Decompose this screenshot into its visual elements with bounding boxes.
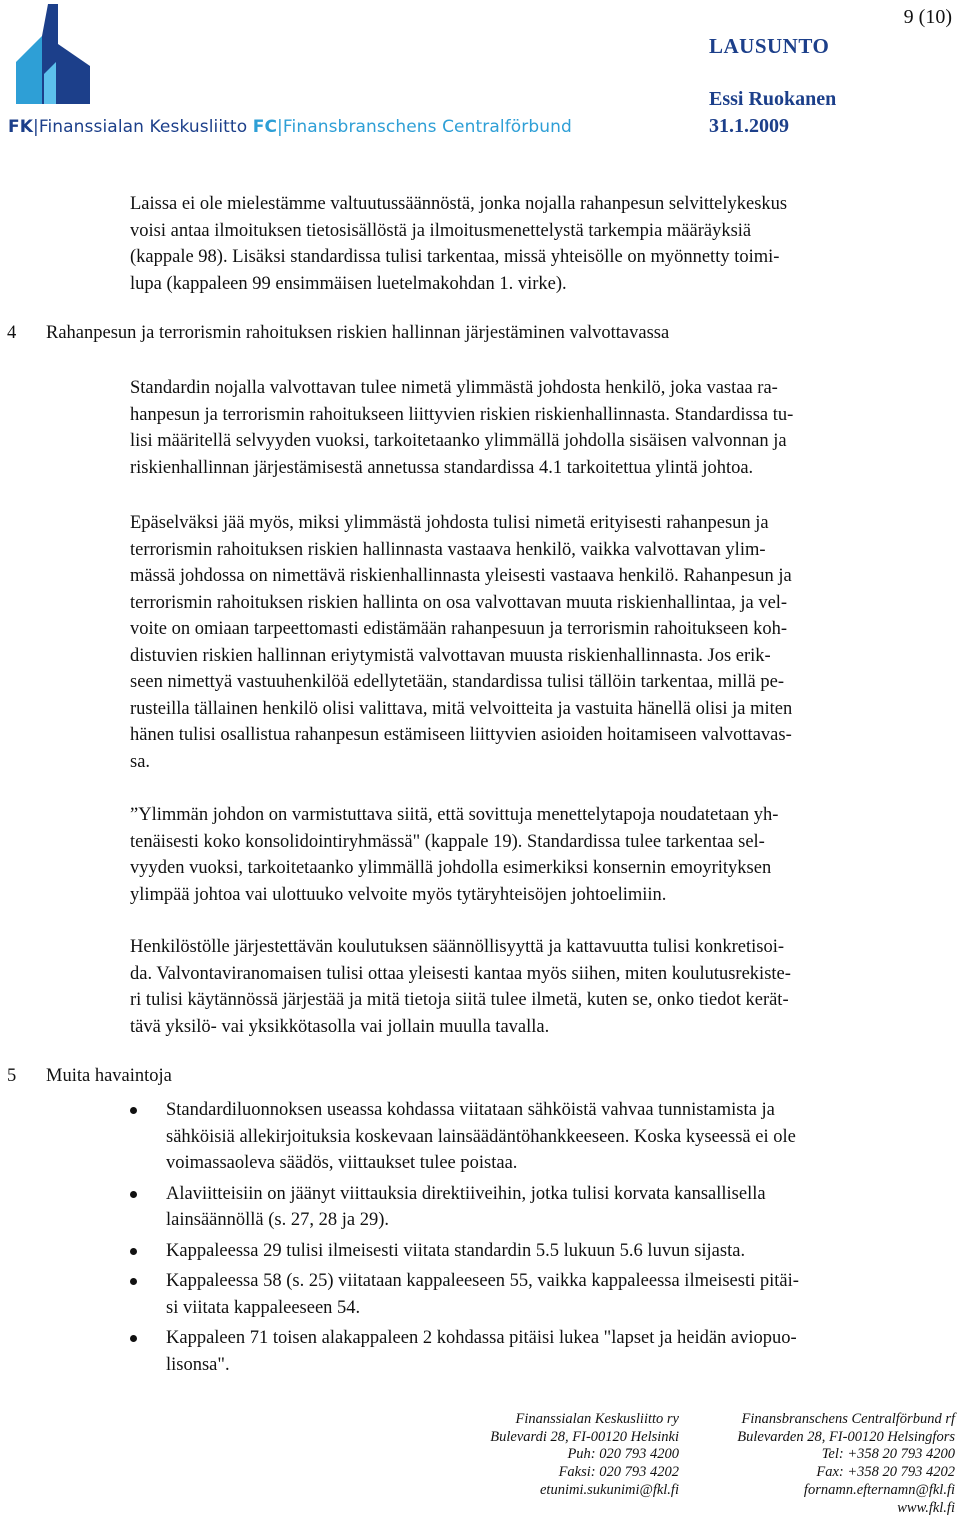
text-line: voimassaoleva säädös, viittaukset tulee poistaa. <box>166 1153 518 1173</box>
org-fc-abbr: FC <box>252 117 278 137</box>
footer-line: Tel: +358 20 793 4200 <box>821 1446 955 1463</box>
text-line: ylimpää johtoa vai ulottuuko velvoite myös tytäryhteisöjen johtoelimiin. <box>130 884 667 905</box>
text-line: Epäselväksi jää myös, miksi ylimmästä johdosta tulisi nimetä erityisesti rahanpesun ja <box>130 513 769 533</box>
text-line: ”Ylimmän johdon on varmistuttava siitä, että sovittuja menettelytapoja noudatetaan yh- <box>130 805 779 825</box>
text-line: lupa (kappaleen 99 ensimmäisen luetelmakohdan 1. virke). <box>130 273 567 294</box>
section-number: 4 <box>7 323 17 343</box>
intro-paragraph <box>130 191 930 297</box>
text-line: voite on omiaan tarpeettomasti edistämään rahanpesuun ja terrorismin rahoitukseen koh- <box>130 619 788 639</box>
text-line: Kappaleessa 29 tulisi ilmeisesti viitata standardin 5.5 lukuun 5.6 luvun sijasta. <box>166 1240 746 1261</box>
text-line: tävä yksilö- vai yksikkötasolla vai jollain muulla tavalla. <box>130 1016 550 1037</box>
org-fc-name: Finansbranschens Centralförbund <box>282 117 572 137</box>
footer-line: Puh: 020 793 4200 <box>567 1446 679 1463</box>
bullet-dot-icon <box>130 1335 137 1342</box>
text-line: da. Valvontaviranomaisen tulisi ottaa yleisesti kantaa myös siihen, miten koulutusrekiste- <box>130 963 791 984</box>
document-date: 31.1.2009 <box>709 115 789 137</box>
list-item <box>130 1325 930 1378</box>
bullet-dot-icon <box>130 1191 137 1198</box>
text-line: Kappaleen 71 toisen alakappaleen 2 kohdassa pitäisi lukea "lapset ja heidän aviopuo- <box>166 1328 797 1348</box>
section-number: 5 <box>7 1066 17 1086</box>
text-line: terrorismin rahoituksen riskien hallinta on osa valvottavan muuta riskienhallintaa, ja vel- <box>130 592 788 613</box>
section-title: Rahanpesun ja terrorismin rahoituksen riskien hallinnan järjestäminen valvottavassa <box>46 323 670 343</box>
text-line: lisi määritellä selvyyden vuoksi, tarkoitetaanko ylimmällä johdolla sisäisen valvonnan ja <box>130 431 787 451</box>
section-4-paragraph-2 <box>130 510 930 775</box>
text-line: hänen tulisi osallistua rahanpesun estämiseen liittyvien asioiden hoitamiseen valvottavas- <box>130 725 792 745</box>
section-4-paragraph-4 <box>130 934 930 1040</box>
text-line: ri tulisi käytännössä järjestää ja mitä tietoja siitä tulee ilmetä, kuten se, onko tiedot kerät- <box>130 990 789 1010</box>
author-name: Essi Ruokanen <box>709 88 837 110</box>
text-line: sa. <box>130 751 151 772</box>
text-line: distuvien riskien hallinnan eriytymistä valvottavan muusta riskienhallinnasta. Jos erik- <box>130 645 771 666</box>
document-type: LAUSUNTO <box>709 34 830 58</box>
text-line: si viitata kappaleeseen 54. <box>166 1297 361 1318</box>
section-5-heading <box>7 1066 172 1087</box>
footer-line: Finansbranschens Centralförbund rf <box>741 1411 955 1427</box>
text-line: Standardiluonnoksen useassa kohdassa viitataan sähköistä vahvaa tunnistamista ja <box>166 1100 775 1120</box>
section-5-bullet-list <box>130 1097 930 1382</box>
text-line: lainsäännöllä (s. 27, 28 ja 29). <box>166 1210 389 1230</box>
org-fk-abbr: FK <box>8 117 33 137</box>
text-line: Alaviitteisiin on jäänyt viittauksia direktiiveihin, jotka tulisi korvata kansallisella <box>166 1183 766 1204</box>
text-line: Standardin nojalla valvottavan tulee nimetä ylimmästä johdosta henkilö, joka vastaa ra- <box>130 378 778 398</box>
footer-line: Bulevardi 28, FI-00120 Helsinki <box>490 1428 679 1445</box>
footer-line: Faksi: 020 793 4202 <box>558 1464 679 1481</box>
list-item <box>130 1238 930 1265</box>
section-4-paragraph-3 <box>130 802 930 908</box>
footer-contact-sv <box>737 1411 955 1517</box>
text-line: rusteilla tällainen henkilö olisi valittava, mitä velvoitteita ja vastuita hänellä olisi ja miten <box>130 698 793 719</box>
text-line: lisonsa". <box>166 1354 230 1375</box>
text-line: Henkilöstölle järjestettävän koulutuksen säännöllisyyttä ja kattavuutta tulisi konkretisoi- <box>130 937 785 957</box>
footer-contact-fi <box>490 1411 679 1500</box>
text-line: vyyden vuoksi, tarkoitetaanko ylimmällä johdolla esimerkiksi konsernin emoyrityksen <box>130 858 772 878</box>
text-line: tenäisesti koko konsolidointiryhmässä" (kappale 19). Standardissa tulee tarkentaa sel- <box>130 831 765 852</box>
text-line: (kappale 98). Lisäksi standardissa tulisi tarkentaa, missä yhteisölle on myönnetty toimi- <box>130 247 780 267</box>
text-line: voisi antaa ilmoituksen tietosisällöstä ja ilmoitusmenettelystä tarkempia määräyksiä <box>130 220 752 241</box>
section-4-paragraph-1 <box>130 375 930 481</box>
org-fk-name: Finanssialan Keskusliitto <box>38 117 248 137</box>
section-4-heading <box>7 323 669 344</box>
bullet-dot-icon <box>130 1107 137 1114</box>
footer-website-link[interactable]: www.fkl.fi <box>897 1499 955 1516</box>
text-line: seen nimettyä vastuuhenkilöä edellytetään, standardissa tulisi tällöin tarkentaa, millä pe- <box>130 672 784 692</box>
page-number: 9 (10) <box>903 6 952 28</box>
text-line: hanpesun ja terrorismin rahoitukseen liittyvien riskien riskienhallinnasta. Standardissa tu- <box>130 404 794 425</box>
text-line: sähköisiä allekirjoituksia koskevaan lainsäädäntöhankkeeseen. Koska kyseessä ei ole <box>166 1126 796 1147</box>
organization-line: FK|Finanssialan Keskusliitto FC|Finansbranschens Centralförbund <box>8 117 572 137</box>
list-item <box>130 1268 930 1321</box>
bullet-dot-icon <box>130 1248 137 1255</box>
footer-email-link[interactable]: etunimi.sukunimi@fkl.fi <box>540 1481 679 1498</box>
footer-email-link[interactable]: fornamn.efternamn@fkl.fi <box>803 1481 955 1498</box>
text-line: terrorismin rahoituksen riskien hallinnasta vastaava henkilö, vaikka valvottavan ylim- <box>130 539 766 560</box>
text-line: riskienhallinnan järjestämisestä annetussa standardissa 4.1 tarkoitettua ylintä johtoa. <box>130 457 754 478</box>
footer-line: Bulevarden 28, FI-00120 Helsingfors <box>737 1428 955 1445</box>
fk-logo-icon <box>8 4 90 104</box>
text-line: mässä johdossa on nimettävä riskienhallinnasta yleisesti vastaava henkilö. Rahanpesun ja <box>130 566 792 586</box>
footer-line: Fax: +358 20 793 4202 <box>816 1464 955 1481</box>
list-item <box>130 1097 930 1177</box>
section-title: Muita havaintoja <box>46 1066 172 1086</box>
text-line: Kappaleessa 58 (s. 25) viitataan kappaleeseen 55, vaikka kappaleessa ilmeisesti pitäi- <box>166 1271 799 1291</box>
bullet-dot-icon <box>130 1278 137 1285</box>
footer-line: Finanssialan Keskusliitto ry <box>515 1411 679 1427</box>
text-line: Laissa ei ole mielestämme valtuutussäännöstä, jonka nojalla rahanpesun selvittelykeskus <box>130 194 788 214</box>
list-item <box>130 1181 930 1234</box>
